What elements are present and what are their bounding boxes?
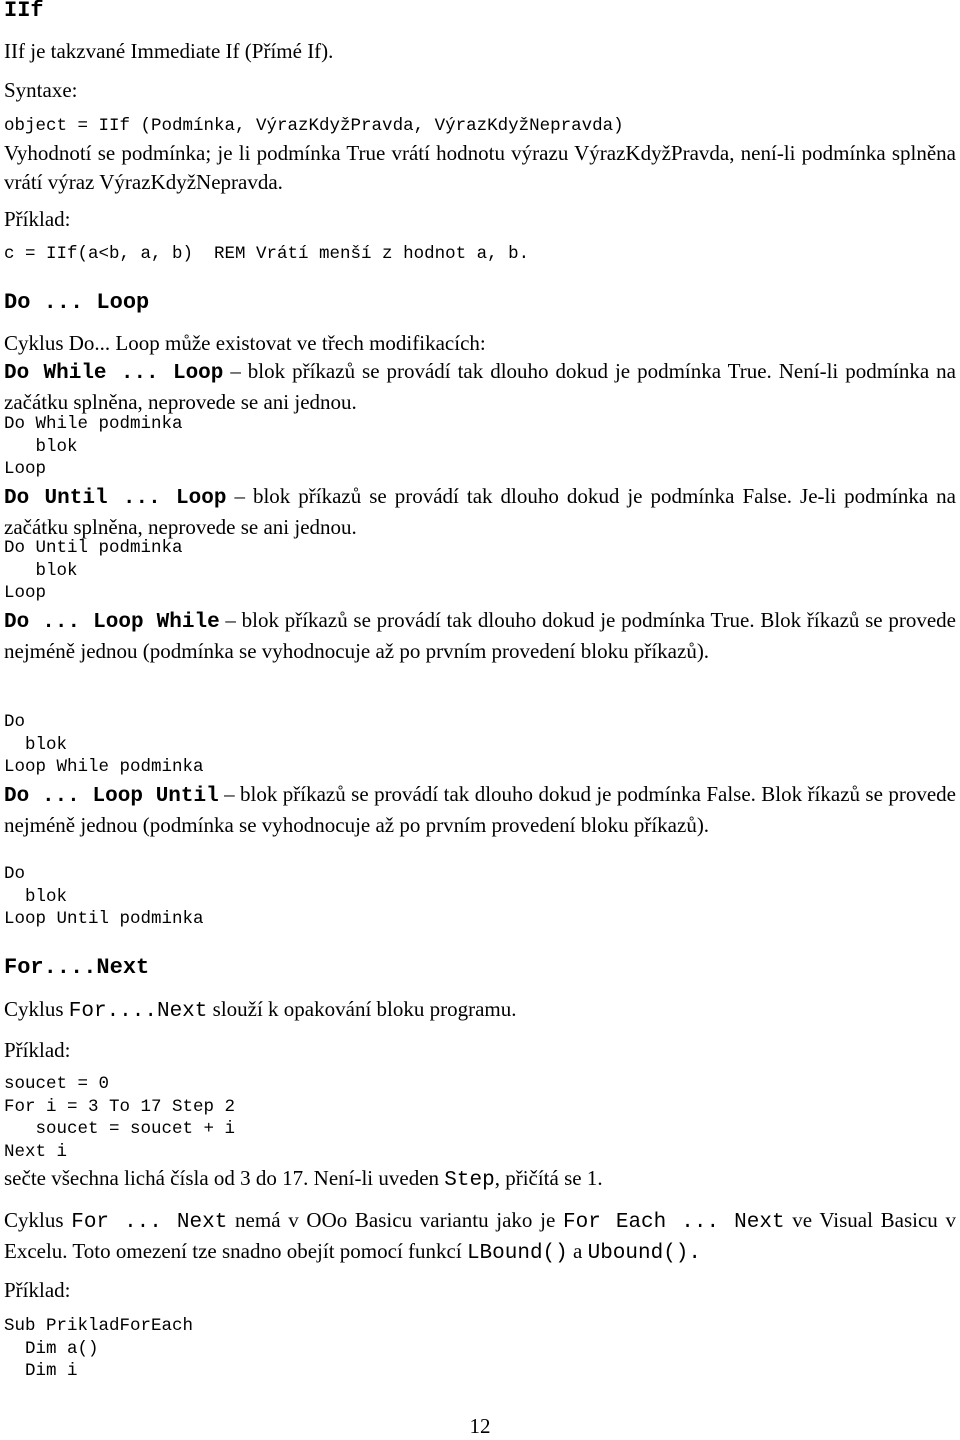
syntax-code: object = IIf (Podmínka, VýrazKdyžPravda, VýrazKdyžNepravda) — [4, 116, 624, 136]
loop-until-keyword: Do ... Loop Until — [4, 785, 219, 808]
syntax-label: Syntaxe: — [4, 78, 78, 102]
for-next-code: For ... Next — [71, 1211, 228, 1234]
for-each-text-b: nemá v OOo Basicu variantu jako je — [227, 1208, 563, 1232]
doloop-intro: Cyklus Do... Loop může existovat ve třech modifikacích: — [4, 331, 486, 355]
fornext-after-text-a: sečte všechna lichá čísla od 3 do 17. Není-li uveden — [4, 1166, 445, 1190]
for-each-code: For Each ... Next — [562, 1211, 785, 1234]
loop-until-code: Do blok Loop Until podminka — [4, 864, 204, 929]
fornext-intro — [4, 995, 956, 1026]
fornext-example2-label: Příklad: — [4, 1278, 71, 1302]
do-while-keyword: Do While ... Loop — [4, 362, 224, 385]
fornext-intro-code: For....Next — [68, 1000, 208, 1023]
do-until-keyword: Do Until ... Loop — [4, 487, 227, 510]
fornext-intro-text-a: Cyklus — [4, 997, 69, 1021]
loop-while-keyword: Do ... Loop While — [4, 611, 220, 634]
loop-while-code: Do blok Loop While podminka — [4, 712, 204, 777]
step-keyword: Step — [444, 1169, 495, 1192]
fornext-after-text-b: , přičítá se 1. — [494, 1166, 603, 1190]
iif-heading: IIf — [4, 0, 44, 23]
fornext-after — [4, 1164, 956, 1195]
iif-example-label: Příklad: — [4, 207, 71, 231]
do-while-text: – blok příkazů se provádí tak dlouho dokud je podmínka True. Není-li podmínka na začátku splněna, neprovede se ani jednou. — [4, 359, 956, 414]
loop-while-paragraph — [4, 606, 956, 666]
for-each-text-a: Cyklus — [4, 1208, 72, 1232]
do-while-paragraph — [4, 357, 956, 417]
do-until-paragraph — [4, 482, 956, 542]
doloop-heading: Do ... Loop — [4, 290, 150, 315]
page-number: 12 — [469, 1414, 491, 1438]
fornext-intro-text-b: slouží k opakování bloku programu. — [207, 997, 517, 1021]
fornext-example-code: soucet = 0 For i = 3 To 17 Step 2 soucet = soucet + i Next i — [4, 1074, 236, 1162]
iif-example-code: c = IIf(a<b, a, b) REM Vrátí menší z hodnot a, b. — [4, 244, 530, 264]
loop-while-text: – blok příkazů se provádí tak dlouho dokud je podmínka True. Blok říkazů se provede nejméně jednou (podmínka se vyhodnocuje až po prvním provedení bloku příkazů). — [4, 608, 956, 663]
lbound-code: LBound() — [466, 1242, 568, 1265]
fornext-heading: For....Next — [4, 955, 150, 980]
do-while-code: Do While podminka blok Loop — [4, 414, 183, 479]
for-each-text-c: ve Visual Basicu v Excelu. Toto omezení tze snadno obejít pomocí funkcí — [4, 1208, 957, 1263]
fornext-example2-code: Sub PrikladForEach Dim a() Dim i — [4, 1316, 194, 1381]
loop-until-paragraph — [4, 780, 956, 840]
do-until-text: – blok příkazů se provádí tak dlouho dokud je podmínka False. Je-li podmínka na začátku splněna, neprovede se ani jednou. — [4, 484, 956, 539]
fornext-example-label: Příklad: — [4, 1038, 71, 1062]
do-until-code: Do Until podminka blok Loop — [4, 538, 183, 603]
ubound-code: Ubound(). — [587, 1242, 702, 1265]
for-each-text-d: a — [567, 1239, 588, 1263]
iif-intro: IIf je takzvané Immediate If (Přímé If). — [4, 39, 334, 63]
for-each-paragraph — [4, 1206, 956, 1268]
iif-description: Vyhodnotí se podmínka; je li podmínka True vrátí hodnotu výrazu VýrazKdyžPravda, není-li podmínka splněna vrátí výraz VýrazKdyžNepravda. — [4, 141, 956, 194]
loop-until-text: – blok příkazů se provádí tak dlouho dokud je podmínka False. Blok říkazů se provede nejméně jednou (podmínka se vyhodnocuje až po prvním provedení bloku příkazů). — [4, 782, 956, 837]
